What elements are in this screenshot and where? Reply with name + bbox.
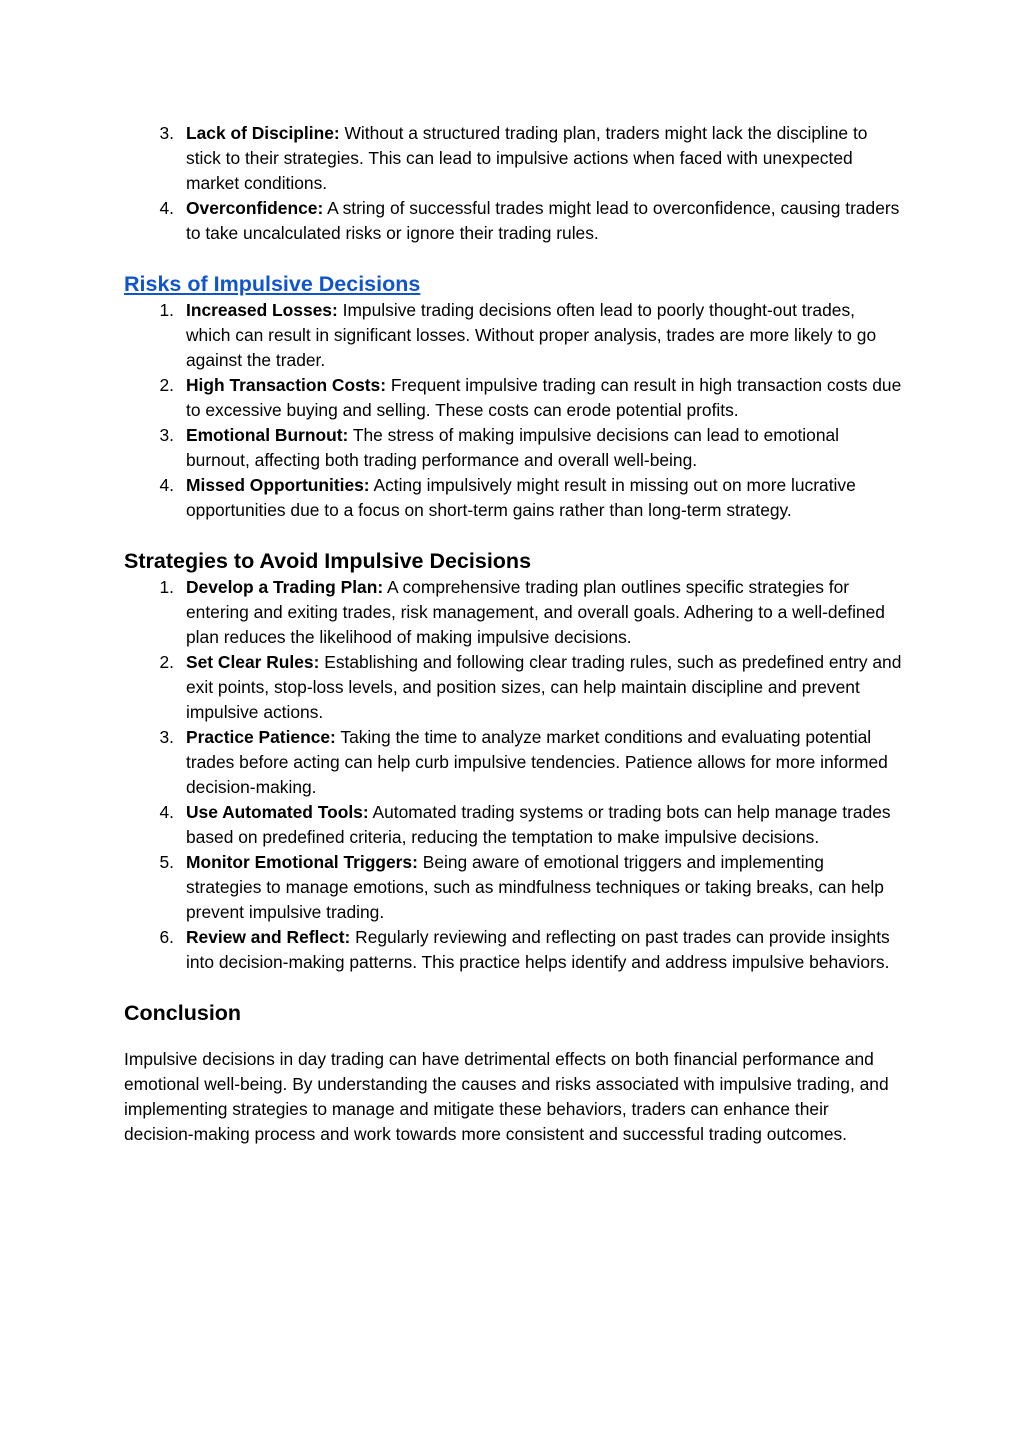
list-number: 3. — [159, 425, 174, 445]
list-term: Practice Patience: — [186, 727, 336, 747]
list-text: Automated trading systems or trading bots can help manage trades based on predefined criteria, reducing the temptation to make impulsive decisions. — [186, 802, 891, 847]
list-item — [124, 850, 902, 925]
list-text: Without a structured trading plan, traders might lack the discipline to stick to their strategies. This can lead to impulsive actions when faced with unexpected market conditions. — [186, 123, 868, 193]
list-term: Emotional Burnout: — [186, 425, 349, 445]
document-page — [124, 121, 902, 1147]
list-item — [124, 575, 902, 650]
list-term: Overconfidence: — [186, 198, 324, 218]
list-number: 1. — [159, 300, 174, 320]
list-text: Establishing and following clear trading rules, such as predefined entry and exit points, stop-loss levels, and position sizes, can help maintain discipline and prevent impulsive actions. — [186, 652, 902, 722]
list-number: 4. — [159, 475, 174, 495]
list-item — [124, 423, 902, 473]
list-number: 3. — [159, 123, 174, 143]
list-term: Monitor Emotional Triggers: — [186, 852, 418, 872]
list-number: 6. — [159, 927, 174, 947]
list-number: 4. — [159, 198, 174, 218]
list-item — [124, 373, 902, 423]
conclusion-heading: Conclusion — [124, 1001, 242, 1025]
strategies-list — [124, 575, 902, 975]
conclusion-paragraph: Impulsive decisions in day trading can have detrimental effects on both financial performance and emotional well-being. By understanding the causes and risks associated with impulsive trading, and implementing strategies to manage and mitigate these behaviors, traders can enhance their decision-making process and work towards more consistent and successful trading outcomes. — [124, 1049, 889, 1144]
risks-list — [124, 298, 902, 523]
risks-heading-link[interactable]: Risks of Impulsive Decisions — [124, 272, 421, 296]
list-text: A string of successful trades might lead to overconfidence, causing traders to take uncalculated risks or ignore their trading rules. — [186, 198, 900, 243]
list-item — [124, 925, 902, 975]
list-term: Increased Losses: — [186, 300, 338, 320]
list-text: Impulsive trading decisions often lead to poorly thought-out trades, which can result in significant losses. Without proper analysis, trades are more likely to go against the trader. — [186, 300, 877, 370]
list-item — [124, 121, 902, 196]
list-item — [124, 298, 902, 373]
list-text: The stress of making impulsive decisions can lead to emotional burnout, affecting both trading performance and overall well-being. — [186, 425, 840, 470]
list-item — [124, 473, 902, 523]
list-number: 1. — [159, 577, 174, 597]
list-term: Missed Opportunities: — [186, 475, 370, 495]
risks-heading — [124, 270, 902, 298]
list-item — [124, 800, 902, 850]
strategies-heading: Strategies to Avoid Impulsive Decisions — [124, 549, 532, 573]
list-item — [124, 725, 902, 800]
list-term: Lack of Discipline: — [186, 123, 340, 143]
list-number: 5. — [159, 852, 174, 872]
list-number: 2. — [159, 375, 174, 395]
list-term: Use Automated Tools: — [186, 802, 369, 822]
causes-list-continued — [124, 121, 902, 246]
list-number: 3. — [159, 727, 174, 747]
list-term: Develop a Trading Plan: — [186, 577, 384, 597]
list-number: 2. — [159, 652, 174, 672]
list-item — [124, 196, 902, 246]
list-term: High Transaction Costs: — [186, 375, 387, 395]
list-text: A comprehensive trading plan outlines specific strategies for entering and exiting trades, risk management, and overall goals. Adhering to a well-defined plan reduces the likelihood of making impulsive decisions. — [186, 577, 885, 647]
list-item — [124, 650, 902, 725]
list-number: 4. — [159, 802, 174, 822]
list-text: Being aware of emotional triggers and implementing strategies to manage emotions, such as mindfulness techniques or taking breaks, can help prevent impulsive trading. — [186, 852, 884, 922]
list-text: Frequent impulsive trading can result in high transaction costs due to excessive buying and selling. These costs can erode potential profits. — [186, 375, 902, 420]
list-term: Review and Reflect: — [186, 927, 351, 947]
list-text: Regularly reviewing and reflecting on past trades can provide insights into decision-making patterns. This practice helps identify and address impulsive behaviors. — [186, 927, 890, 972]
list-term: Set Clear Rules: — [186, 652, 320, 672]
list-text: Acting impulsively might result in missing out on more lucrative opportunities due to a focus on short-term gains rather than long-term strategy. — [186, 475, 856, 520]
list-text: Taking the time to analyze market conditions and evaluating potential trades before acting can help curb impulsive tendencies. Patience allows for more informed decision-making. — [186, 727, 888, 797]
